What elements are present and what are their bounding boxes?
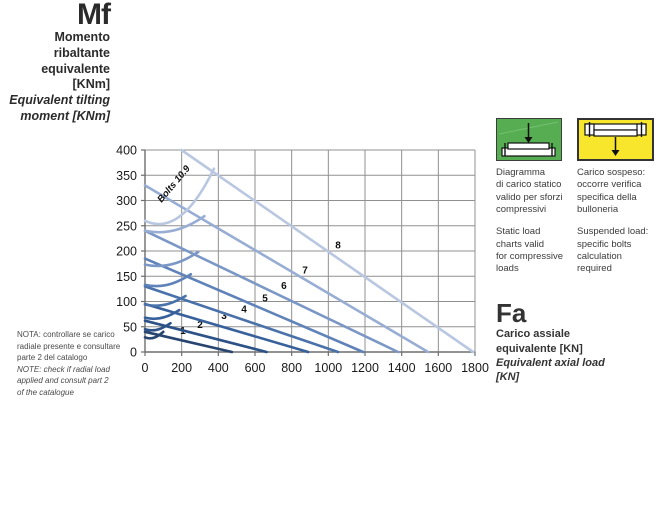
text-line: specific bolts — [577, 238, 632, 250]
x-tick-label: 800 — [281, 361, 303, 375]
text-line: Static load — [496, 226, 541, 238]
raceway-curve-5 — [145, 259, 363, 352]
text-line: applied and consult part 2 — [17, 376, 109, 386]
text-line: Carico sospeso: — [577, 167, 646, 178]
text-line: Carico assiale — [496, 328, 570, 341]
text-line: Equivalent tilting — [9, 93, 110, 107]
compressive-caption-en — [496, 226, 576, 275]
text-line: compressivi — [496, 204, 547, 216]
fa-symbol: Fa — [496, 298, 527, 328]
x-tick-label: 1400 — [387, 361, 416, 375]
fa-title-en — [496, 356, 660, 385]
text-line: moment [KNm] — [20, 108, 110, 123]
static-load-chart — [96, 140, 490, 396]
suspended-load-box — [577, 118, 654, 161]
suspended-caption-en — [577, 226, 659, 275]
curve-label-5: 5 — [262, 293, 268, 305]
curve-label-2: 2 — [197, 319, 203, 331]
suspended-caption-it — [577, 167, 659, 216]
y-tick-label: 0 — [130, 345, 137, 360]
x-tick-label: 600 — [244, 361, 266, 375]
mf-title-it — [0, 30, 110, 93]
text-line: Equivalent axial load — [496, 356, 605, 369]
x-tick-label: 1600 — [424, 361, 453, 375]
suspended-load-caption — [577, 167, 659, 286]
curve-label-3: 3 — [221, 311, 227, 323]
compressive-load-icon — [497, 119, 560, 159]
raceway-curve-4 — [145, 286, 338, 352]
axial-load-axis-block — [496, 300, 660, 384]
x-tick-label: 1200 — [351, 361, 379, 375]
text-line: Suspended load: — [577, 226, 649, 238]
down-arrow-head — [612, 150, 620, 156]
compressive-caption-it — [496, 167, 576, 216]
y-tick-label: 100 — [116, 295, 137, 309]
text-line: of the catalogue — [17, 387, 74, 397]
text-line: charts valid — [496, 238, 545, 250]
raceway-curve-1 — [145, 332, 232, 352]
y-tick-label: 50 — [123, 320, 137, 335]
compressive-load-box — [496, 118, 562, 161]
text-line: ribaltante — [53, 45, 110, 60]
text-line: NOTA: controllare se carico — [17, 330, 115, 339]
compressive-load-caption — [496, 167, 576, 286]
fa-title-it — [496, 327, 660, 356]
curve-label-8: 8 — [335, 240, 341, 252]
x-tick-label: 400 — [207, 361, 229, 375]
curve-label-6: 6 — [281, 280, 287, 292]
text-line: calculation — [577, 251, 622, 263]
text-line: NOTE: check if radial load — [17, 364, 110, 374]
mf-title-en — [0, 93, 110, 125]
mf-symbol: Mf — [77, 0, 110, 31]
bearing-inner-ring — [594, 130, 637, 136]
text-line: [KN] — [496, 371, 520, 384]
text-line: Momento — [54, 30, 110, 44]
text-line: Diagramma — [496, 167, 546, 178]
y-tick-label: 200 — [116, 244, 137, 259]
text-line: radiale presente e consultare — [17, 341, 121, 351]
text-line: valido per sforzi — [496, 191, 563, 203]
bolts-class-label: Bolts 10.9 — [155, 163, 193, 205]
x-tick-label: 200 — [171, 361, 193, 375]
text-line: occorre verifica — [577, 179, 642, 191]
text-line: [KNm] — [72, 77, 110, 92]
text-line: bulloneria — [577, 204, 619, 216]
text-line: specifica della — [577, 191, 637, 203]
text-line: required — [577, 263, 612, 275]
y-tick-label: 350 — [116, 168, 137, 183]
y-tick-label: 300 — [116, 194, 137, 208]
y-tick-label: 400 — [116, 143, 137, 158]
text-line: equivalente — [41, 61, 110, 76]
bearing-inner-ring — [508, 143, 549, 149]
text-line: loads — [496, 263, 519, 275]
y-tick-label: 250 — [116, 219, 137, 234]
y-tick-label: 150 — [116, 269, 137, 284]
down-arrow-head — [525, 137, 533, 143]
text-line: for compressive — [496, 251, 564, 263]
text-line: di carico statico — [496, 179, 562, 191]
curve-label-7: 7 — [302, 265, 308, 277]
x-tick-label: 1800 — [461, 361, 489, 375]
tilting-moment-axis-block — [0, 0, 110, 125]
text-line: equivalente [KN] — [496, 342, 583, 355]
curve-label-4: 4 — [241, 304, 247, 316]
x-tick-label: 0 — [141, 361, 149, 375]
text-line: parte 2 del catalogo — [17, 353, 88, 363]
x-tick-label: 1000 — [314, 361, 343, 375]
suspended-load-icon — [579, 120, 652, 159]
bolt-limit-curve-6 — [145, 252, 198, 266]
